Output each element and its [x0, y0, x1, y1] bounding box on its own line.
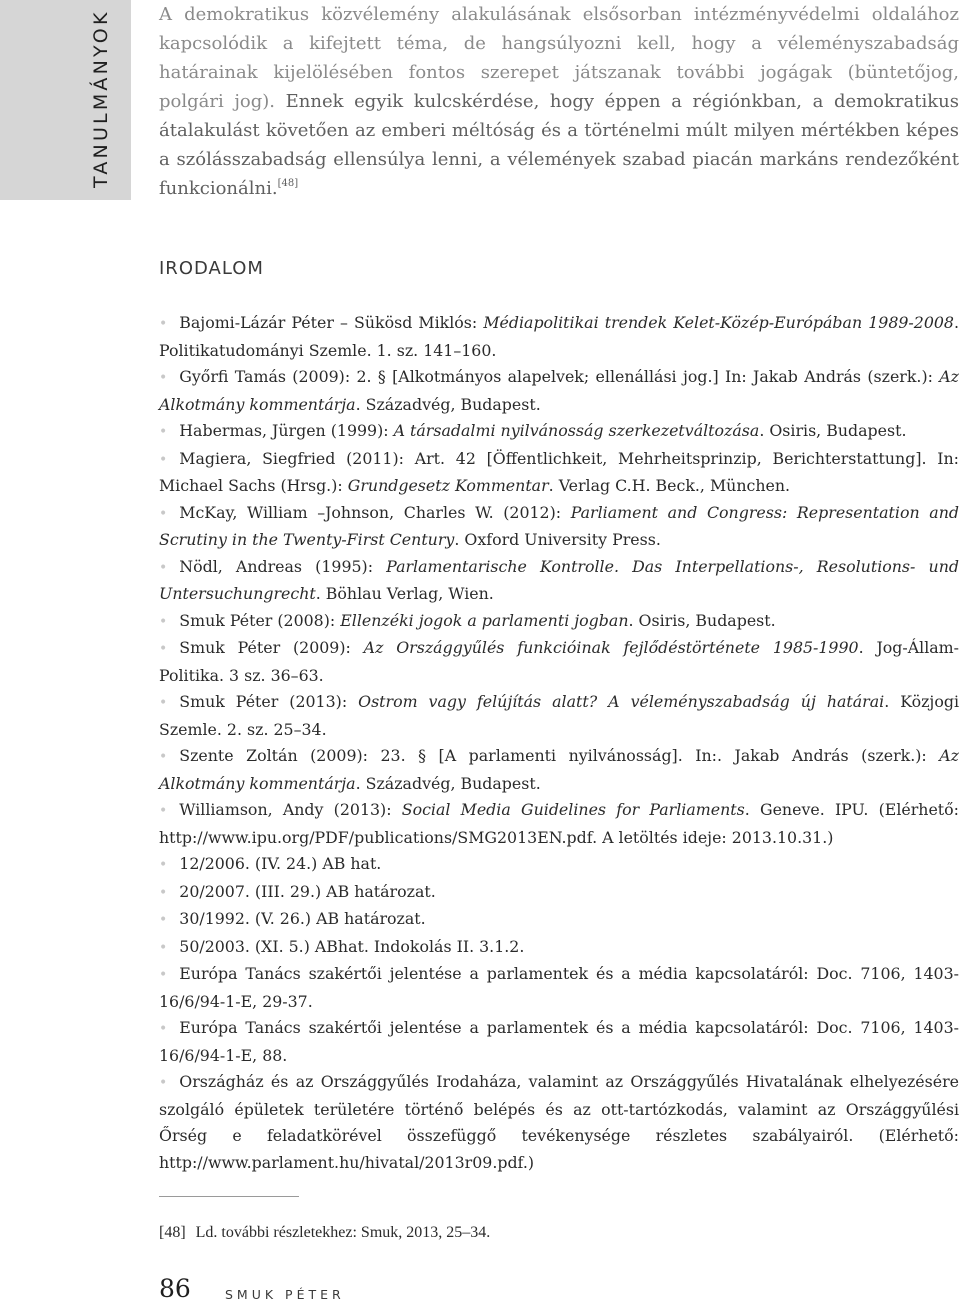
- bullet-icon: •: [159, 749, 168, 765]
- reference-text: Országház és az Országgyűlés Irodaháza, valamint az Országgyűlés Hivatalának elhelyezésére szolgáló épületek területére történő belépés és az ott-tartózkodás, valamint az Országgyűlési Őrség e feladatkörével összefüggő tevékenysége részletes szabályairól. (Elérhető: http://www.parlament.hu/hivatal/2013r09.pdf.): [159, 1072, 959, 1172]
- reference-text-tail: . Osiris, Budapest.: [759, 421, 907, 440]
- reference-text: 30/1992. (V. 26.) AB határozat.: [179, 909, 426, 928]
- reference-title: Az Alkotmány kommentárja: [159, 746, 959, 793]
- bullet-icon: •: [159, 939, 168, 956]
- reference-text-tail: . Jog-Állam-Politika. 3 sz. 36–63.: [159, 638, 959, 685]
- reference-text: Habermas, Jürgen (1999):: [179, 421, 394, 440]
- bullet-icon: •: [159, 613, 168, 630]
- bullet-icon: •: [159, 857, 168, 873]
- reference-text-tail: . Századvég, Budapest.: [355, 394, 541, 414]
- reference-item: [159, 635, 959, 689]
- reference-text-tail: . Verlag C.H. Beck., München.: [548, 476, 791, 495]
- bullet-icon: •: [159, 1075, 168, 1091]
- bullet-icon: •: [159, 370, 168, 386]
- reference-text: Szente Zoltán (2009): 23. § [A parlamenti nyilvánosság]. In:. Jakab András (szerk.):: [179, 746, 940, 765]
- reference-title: A társadalmi nyilvánosság szerkezetváltozása: [393, 421, 760, 440]
- bullet-icon: •: [159, 967, 168, 983]
- intro-lead-text: A demokratikus közvélemény alakulásának elsősorban intézményvédelmi oldalához kapcsolódik a kifejtett téma, de hangsúlyozni kell, hogy a véleményszabadság határainak kijelölésében fontos szerepet játszanak további jogágak (büntetőjog, polgári jog).: [159, 4, 959, 112]
- reference-item: [159, 879, 959, 907]
- reference-item: [159, 500, 959, 554]
- bullet-icon: •: [159, 912, 168, 928]
- reference-title: Grundgesetz Kommentar: [347, 476, 549, 495]
- bullet-icon: •: [159, 641, 168, 657]
- bullet-icon: •: [159, 316, 168, 332]
- bullet-icon: •: [159, 505, 168, 522]
- footnote-marker: [48]: [159, 1224, 186, 1241]
- intro-paragraph: [159, 0, 959, 203]
- reference-item: [159, 418, 959, 446]
- footnote: [159, 1224, 490, 1242]
- reference-text: Bajomi-Lázár Péter – Sükösd Miklós:: [179, 313, 484, 332]
- references-heading: IRODALOM: [159, 258, 264, 279]
- bullet-icon: •: [159, 424, 168, 440]
- reference-item: [159, 364, 959, 418]
- reference-title: Az Alkotmány kommentárja: [159, 367, 959, 414]
- reference-item: [159, 934, 959, 962]
- reference-text-tail: . Politikatudományi Szemle. 1. sz. 141–160.: [159, 313, 960, 360]
- reference-item: [159, 797, 959, 851]
- reference-title: Médiapolitikai trendek Kelet-Közép-Európában 1989-2008: [483, 313, 954, 332]
- reference-item: [159, 1069, 959, 1176]
- section-side-tab-label: TANULMÁNYOK: [90, 9, 112, 188]
- reference-item: [159, 310, 959, 364]
- intro-rest-text: Ennek egyik kulcskérdése, hogy éppen a régiónkban, a demokratikus átalakulást követően az emberi méltóság és a történelmi múlt milyen mértékben képes a szólásszabadság ellensúlya lenni, a vélemények szabad piacán markáns rendezőként funkcionálni.: [159, 91, 959, 199]
- reference-text-tail: . Osiris, Budapest.: [628, 610, 776, 630]
- reference-item: [159, 608, 959, 636]
- reference-text: Győrfi Tamás (2009): 2. § [Alkotmányos alapelvek; ellenállási jog.] In: Jakab András (szerk.):: [179, 367, 940, 386]
- reference-text: Európa Tanács szakértői jelentése a parlamentek és a média kapcsolatáról: Doc. 7106, 1403-16/6/94-1-E, 88.: [159, 1018, 959, 1065]
- reference-text-tail: . Oxford University Press.: [454, 530, 661, 549]
- reference-text: Magiera, Siegfried (2011): Art. 42 [Öffentlichkeit, Mehrheitsprinzip, Berichterstattung]. In: Michael Sachs (Hrsg.):: [159, 448, 959, 495]
- reference-text-tail: . Századvég, Budapest.: [355, 773, 541, 793]
- section-side-tab: [0, 0, 131, 200]
- bullet-icon: •: [159, 803, 168, 819]
- reference-item: [159, 906, 959, 934]
- reference-text: Európa Tanács szakértői jelentése a parlamentek és a média kapcsolatáról: Doc. 7106, 1403-16/6/94-1-E, 29-37.: [159, 964, 959, 1011]
- reference-title: Parlamentarische Kontrolle. Das Interpellations-, Resolutions- und Untersuchungrecht: [159, 556, 959, 603]
- reference-item: [159, 1015, 959, 1069]
- reference-title: Ellenzéki jogok a parlamenti jogban: [340, 610, 629, 630]
- reference-text: 20/2007. (III. 29.) AB határozat.: [179, 881, 436, 901]
- reference-text: Smuk Péter (2013):: [179, 692, 359, 711]
- bullet-icon: •: [159, 451, 168, 468]
- reference-item: [159, 689, 959, 743]
- running-author: SMUK PÉTER: [225, 1287, 345, 1302]
- reference-text: 12/2006. (IV. 24.) AB hat.: [179, 854, 382, 873]
- reference-text-tail: . Böhlau Verlag, Wien.: [315, 584, 494, 603]
- reference-item: [159, 446, 959, 500]
- reference-title: Ostrom vagy felújítás alatt? A véleményszabadság új határai: [358, 692, 885, 711]
- reference-title: Parliament and Congress: Representation and Scrutiny in the Twenty-First Century: [159, 502, 959, 549]
- bullet-icon: •: [159, 695, 168, 711]
- reference-text: Nödl, Andreas (1995):: [179, 556, 387, 576]
- bullet-icon: •: [159, 884, 168, 901]
- reference-text: Smuk Péter (2008):: [179, 610, 341, 630]
- reference-title: Social Media Guidelines for Parliaments: [401, 800, 745, 819]
- bullet-icon: •: [159, 1021, 168, 1037]
- reference-list: [159, 310, 959, 1176]
- reference-text: Smuk Péter (2009):: [179, 638, 364, 657]
- bullet-icon: •: [159, 559, 168, 576]
- reference-item: [159, 961, 959, 1015]
- reference-text-tail: . Geneve. IPU. (Elérhető: http://www.ipu.org/PDF/publications/SMG2013EN.pdf. A letöltés ideje: 2013.10.31.): [159, 800, 959, 847]
- reference-title: Az Országgyűlés funkcióinak fejlődéstörténete 1985-1990: [363, 638, 859, 657]
- footnote-reference[interactable]: [48]: [277, 178, 299, 189]
- reference-text: 50/2003. (XI. 5.) ABhat. Indokolás II. 3.1.2.: [179, 936, 525, 956]
- reference-text: McKay, William –Johnson, Charles W. (2012):: [179, 502, 571, 522]
- footnote-divider: [159, 1196, 299, 1197]
- page-number: 86: [159, 1274, 191, 1303]
- footnote-text: Ld. további részletekhez: Smuk, 2013, 25–34.: [195, 1224, 491, 1241]
- reference-item: [159, 851, 959, 879]
- reference-item: [159, 554, 959, 608]
- reference-item: [159, 743, 959, 797]
- reference-text: Williamson, Andy (2013):: [179, 800, 402, 819]
- reference-text-tail: . Közjogi Szemle. 2. sz. 25–34.: [159, 692, 960, 739]
